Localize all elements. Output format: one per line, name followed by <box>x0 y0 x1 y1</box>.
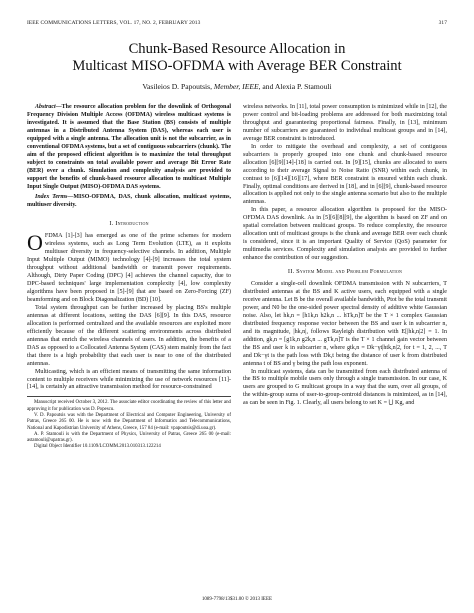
model-paragraph-1: Consider a single-cell downlink OFDMA transmission with N subcarriers, T distributed antennas at the BS and K active users, each equipped with a single receive antenna. Let B be the overall available bandwidth, Ptot be the total transmit power, and N0 be the one-sided power spectral density of additive white Gaussian noise. Also, let hk,n = [h1k,n h2k,n ... hTk,n]T be the T × 1 complex Gaussian distributed frequency response vector between the BS and user k in subcarrier n, and its magnitude, |hk,n|, follows Rayleigh distribution with E[|hk,n|2] = 1. In addition, gk,n = [g1k,n g2k,n ... gTk,n]T is the T × 1 channel gain vector between the BS and user k in subcarrier n, where gtk,n = Dk−γt|htk,n|2, for t = 1, 2, ..., T and Dk−γt is the path loss with Dk,t being the distance of user k from distributed antenna t of BS and γ being the path loss exponent. <box>243 281 447 367</box>
model-paragraph-2: In multicast systems, data can be transmitted from each distributed antenna of the BS to multiple mobile users only through a single transmission. In our case, K users are grouped to G multicast groups in a way that the sum, over all groups, of the within-group sums of user-to-group-centroid distances is minimized, as in [14], as can be seen in Fig. 1. Clearly, all users belong to set K = ⋃ Kg, and <box>243 368 447 407</box>
right-paragraph-2: In order to mitigate the overhead and complexity, a set of contiguous subcarriers is properly grouped into one chunk and chunk-based resource allocation [6][9][14]-[18] is carried out. In [9][15], chunks are allocated to users according to their average Signal to Noise Ratio (SNR) within each chunk, in contrast to [6][14][16][17], where BER constraint is ensured within each chunk. Finally, optimal conditions are derived in [18], and in [6][9], chunk-based resource allocation is applied not only to the single antenna scenario but also to the multiple antennas. <box>243 143 447 206</box>
footnotes <box>27 396 231 450</box>
footnote-manuscript: Manuscript received October 3, 2012. The associate editor coordinating the review of this letter and approving it for publication was D. Popescu. <box>27 400 231 412</box>
index-terms <box>27 194 231 210</box>
doi: Digital Object Identifier 10.1109/LCOMM.2013.010313.122214 <box>34 444 161 450</box>
author-1: Vasileios D. Papoutsis, <box>142 82 212 91</box>
abstract-label: Abstract <box>35 104 56 110</box>
index-terms-label: Index Terms <box>35 194 68 201</box>
section-heading-introduction: I. Introduction <box>109 220 149 228</box>
drop-cap: O <box>27 230 43 256</box>
section-heading-system-model: II. System Model and Problem Formulation <box>287 268 403 276</box>
author-2: and Alexia P. Stamouli <box>262 82 332 91</box>
paper-title <box>0 41 474 74</box>
index-terms-text: —MISO-OFDMA, DAS, chunk allocation, multicast systems, multiuser diversity. <box>27 194 231 209</box>
footnote-author-1: V. D. Papoutsis was with the Department of Electrical and Computer Engineering, University of Patras, Greece 265 00. He is now with the Department of Informatics and Telecommunications, National and Kapodistrian University of Athens, Greece, 157 84 (e-mail: vpapoutsis@di.uoa.gr). <box>27 413 231 431</box>
journal-header: IEEE COMMUNICATIONS LETTERS, VOL. 17, NO. 2, FEBRUARY 2013 <box>27 20 201 26</box>
right-paragraph-3: In this paper, a resource allocation algorithm is proposed for the MISO-OFDMA DAS downlink. As in [5][6][8][9], the algorithm is based on ZF and on spatial correlation between multicast groups. To reduce complexity, the resource allocation unit of multicast groups is the chunk and average BER over each chunk is considered, since it is an important Quality of Service (QoS) parameter for multimedia services. Complexity and simulation analysis are provided to further enhance the contribution of our suggestion. <box>243 207 447 262</box>
author-membership: Member, IEEE, <box>213 82 261 91</box>
right-column <box>243 104 447 408</box>
page-number: 317 <box>438 20 447 26</box>
right-paragraph-1: wireless networks. In [11], total power consumption is minimized while in [12], the power control and bit-loading problems are addressed for both maximizing total throughput and guaranteeing proportional fairness. Finally, in [13], minimum number of subcarriers are guaranteed to individual multicast groups and in [14], average BER constraint is introduced. <box>243 104 447 142</box>
title-line-2: Multicast MISO-OFDMA with Average BER Constraint <box>72 57 402 74</box>
intro-paragraph-2: Total system throughput can be further increased by placing BS's multiple antennas at different locations, setting the DAS [6][9]. In this DAS, resource allocation is performed centralized and the available resources are exploited more efficiently because of the different scattering environments across distributed antennas that enrich the wireless channels of users. In addition, the benefits of a DAS as opposed to a Collocated Antenna System (CAS) stem mainly from the fact that there is a high probability that each user is near to one of the distributed antennas. <box>27 304 231 367</box>
left-column <box>27 104 231 451</box>
running-header <box>27 20 447 30</box>
issn-copyright: 1089-7798/13$31.00 © 2013 IEEE <box>201 597 273 602</box>
title-line-1: Chunk-Based Resource Allocation in <box>128 41 346 57</box>
intro-paragraph-1-text: FDMA [1]-[3] has emerged as one of the prime schemes for modern wireless systems, such as Long Term Evolution (LTE), as it exploits multiuser diversity in frequency-selective channels. In addition, Multiple Input Multiple Output (MIMO) technology [4]-[9] increases the total system throughput without additional bandwidth or transmit power requirements. Although, Dirty Paper Coding (DPC) [4] achieves the channel capacity, due to DPC-based techniques' large implementation complexity [4], low complexity algorithms have been proposed in [5]-[9] that are based on Zero-Forcing (ZF) beamforming and on Block Diagonalization (BD) [10]. <box>27 233 231 303</box>
intro-paragraph-3: Multicasting, which is an efficient means of transmitting the same information content to multiple receivers while minimizing the use of network resources [11]-[14], is certainly an attractive transmission method for resource-constrained <box>27 368 231 391</box>
abstract <box>27 104 231 191</box>
footnote-author-2: A. P. Stamouli is with the Department of Physics, University of Patras, Greece 265 00 (e-mail: astamouli@upatras.gr). <box>27 431 231 444</box>
abstract-text: —The resource allocation problem for the downlink of Orthogonal Frequency Division Multiple Access (OFDMA) wireless multicast systems is investigated. It is assumed that the Base Station (BS) consists of multiple antennas in a Distributed Antenna System (DAS), whereas each user is equipped with a single antenna. The allocation unit is not the subcarrier, as in conventional OFDMA systems, but a set of contiguous subcarriers (chunk). The aim of the proposed efficient algorithm is to maximize the total throughput subject to constraints on total available power and average Bit Error Rate (BER) over a chunk. Simulation and complexity analysis are provided to support the benefits of chunk-based resource allocation to multicast Multiple Input Single Output (MISO)-OFDMA DAS systems. <box>27 104 231 190</box>
intro-paragraph-1 <box>27 230 231 305</box>
author-list <box>0 82 474 91</box>
